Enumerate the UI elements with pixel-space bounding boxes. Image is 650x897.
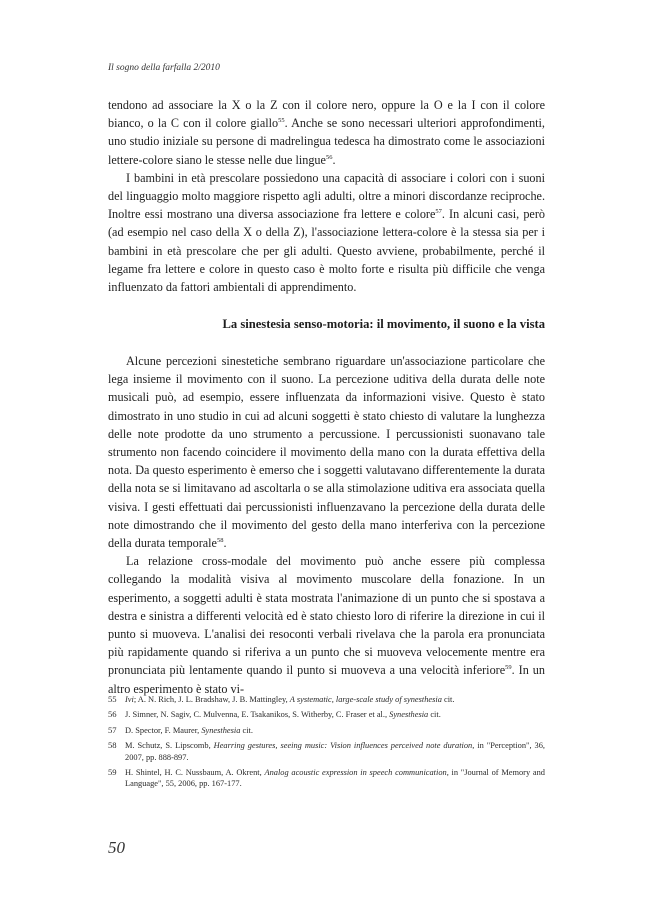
- footnote-text: cit.: [428, 710, 441, 720]
- footnote-title: A systematic, large-scale study of synesthesia: [289, 695, 442, 704]
- paragraph-2: [108, 169, 545, 296]
- footnote-text: , in "Perception", 36, 2007, pp. 888-897.: [125, 741, 545, 762]
- footnote-ref-55[interactable]: 55: [278, 117, 285, 125]
- paragraph-1-text-c: .: [332, 152, 336, 167]
- body-text: [108, 96, 545, 296]
- footnote-title: Analog acoustic expression in speech communication: [264, 768, 447, 778]
- footnote-number: 55: [108, 694, 117, 704]
- footnote-number: 56: [108, 709, 117, 720]
- footnote-number: 57: [108, 724, 117, 735]
- footnote: [108, 725, 545, 736]
- footnote: [108, 740, 545, 763]
- footnote: [108, 709, 545, 720]
- footnotes: [108, 694, 545, 794]
- footnote-ref-59[interactable]: 59: [505, 664, 512, 672]
- footnote-number: 58: [108, 740, 117, 751]
- footnote-text: cit.: [441, 695, 455, 704]
- paragraph-3: [108, 352, 545, 552]
- section-heading: La sinestesia senso-motoria: il movimento, il suono e la vista: [222, 317, 545, 331]
- footnote-text: H. Shintel, H. C. Nussbaum, A. Okrent,: [125, 768, 265, 778]
- footnote: [108, 767, 545, 790]
- paragraph-1-text-b: . Anche se sono necessari ulteriori approfondimenti, uno studio iniziale su persone di madrelingua tedesca ha dimostrato come le associazioni lettere-colore siano le stesse nelle due lingue: [108, 116, 545, 167]
- footnote-text: D. Spector, F. Maurer,: [125, 725, 202, 735]
- footnote-italic-lead: Ivi: [125, 695, 134, 704]
- footnote-ref-58[interactable]: 58: [216, 537, 224, 545]
- paragraph-2-text: I bambini in età prescolare possiedono una capacità di associare i colori con i suoni del linguaggio molto maggiore rispetto agli adulti, oltre a minori discordanze reciproche. Inoltre essi mostrano una diversa associazione fra lettere e colore: [108, 170, 545, 222]
- footnote-text: cit.: [240, 725, 253, 735]
- footnote-text: M. Schutz, S. Lipscomb,: [125, 741, 214, 751]
- paragraph-3-text-b: .: [223, 536, 227, 551]
- footnote-title: Synesthesia: [201, 725, 241, 735]
- paragraph-2-text-b: . In alcuni casi, però (ad esempio nel caso della X o della Z), l'associazione lettera-colore è la stessa sia per i bambini in età prescolare che per gli adulti. Questo avviene, probabilmente, perché il legame fra lettere e colore in questo caso è molto forte e risulta più difficile che venga influenzato da fattori ambientali di apprendimento.: [108, 207, 545, 295]
- paragraph-4: [108, 552, 545, 698]
- footnote: [108, 694, 545, 705]
- section-text: [108, 352, 545, 698]
- footnote-text: , in "Journal of Memory and Language", 55, 2006, pp. 167-177.: [125, 768, 545, 789]
- footnote-title: Hearring gestures, seeing music: Vision influences perceived note duration: [213, 741, 473, 751]
- footnote-number: 59: [108, 767, 117, 778]
- paragraph-1-text: tendono ad associare la X o la Z con il colore nero, oppure la O e la I con il colore bianco, o la C con il colore giallo: [108, 98, 545, 131]
- running-head: Il sogno della farfalla 2/2010: [108, 63, 220, 73]
- page-number: 50: [108, 838, 125, 857]
- footnote-title: Synesthesia: [389, 710, 429, 720]
- footnote-ref-57[interactable]: 57: [435, 208, 442, 216]
- footnote-text: ; A. N. Rich, J. L. Bradshaw, J. B. Mattingley,: [133, 695, 290, 704]
- paragraph-4-text: La relazione cross-modale del movimento può anche essere più complessa collegando la modalità visiva al movimento muscolare della fonazione. In un esperimento, a soggetti adulti è stata mostrata l'animazione di un punto che si spostava a destra e sinistra a differenti velocità ed è stato chiesto loro di riferire la direzione in cui il punto si muoveva. L'analisi dei resoconti verbali rivelava che la parola era pronunciata più rapidamente quando si riferiva a un punto che si muoveva velocemente mentre era pronunciata più lentamente quando il punto si muoveva a una velocità inferiore: [108, 554, 545, 678]
- footnote-ref-56[interactable]: 56: [325, 153, 333, 161]
- paragraph-3-text: Alcune percezioni sinestetiche sembrano riguardare un'associazione particolare che lega insieme il movimento con il suono. La percezione uditiva della durata delle note musicali può, ad esempio, essere influenzata da informazioni visive. Questo è stato dimostrato in uno studio in cui ad alcuni soggetti è stato chiesto di valutare la lunghezza delle note prodotte da uno strumento a percussione. I percussionisti suonavano tale strumento non facendo coincidere il movimento della mano con la durata effettiva della nota. Da questo esperimento è emerso che i soggetti valutavano differentemente la durata della nota se si limitavano ad ascoltarla o se alla stimolazione uditiva era associata quella visiva. I gesti effettuati dai percussionisti influenzavano la percezione della durata delle note dimostrando che il movimento del gesto della mano interferiva con la percezione della durata temporale: [108, 354, 545, 551]
- footnote-text: J. Simner, N. Sagiv, C. Mulvenna, E. Tsakanikos, S. Witherby, C. Fraser et al.,: [125, 710, 390, 720]
- paragraph-1: [108, 96, 545, 169]
- paragraph-4-text-b: . In un altro esperimento è stato vi-: [108, 663, 545, 696]
